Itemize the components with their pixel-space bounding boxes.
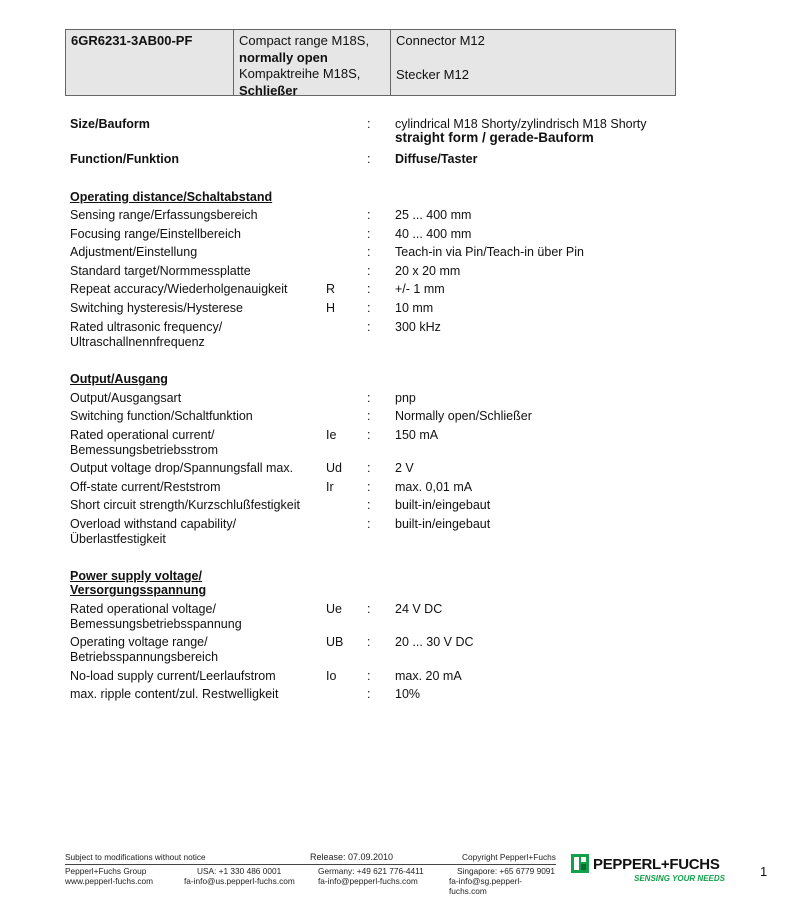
- spec-colon: :: [367, 409, 371, 423]
- spec-symbol: Ie: [326, 428, 337, 442]
- footer-group: Pepperl+Fuchs Group: [65, 866, 147, 876]
- spec-symbol: Ue: [326, 602, 342, 616]
- spec-value: 24 V DC: [395, 602, 443, 616]
- spec-colon: :: [367, 245, 371, 259]
- spec-colon: :: [367, 687, 371, 701]
- spec-label: Rated operational voltage/: [70, 602, 216, 616]
- spec-label: Standard target/Normmessplatte: [70, 264, 251, 278]
- spec-value: built-in/eingebaut: [395, 498, 491, 512]
- spec-label-line2: Überlastfestigkeit: [70, 532, 166, 546]
- spec-label: Adjustment/Einstellung: [70, 245, 198, 259]
- spec-colon: :: [367, 669, 371, 683]
- part-number: 6GR6231-3AB00-PF: [71, 33, 193, 48]
- product-description: [233, 30, 390, 98]
- footer-de-phone: Germany: +49 621 776-4411: [318, 866, 424, 876]
- footer-divider: [65, 864, 556, 865]
- spec-value: pnp: [395, 391, 416, 405]
- spec-value: max. 20 mA: [395, 669, 462, 683]
- spec-colon: :: [367, 320, 371, 334]
- spec-colon: :: [367, 282, 371, 296]
- spec-colon: :: [367, 517, 371, 531]
- desc-line-1: Compact range M18S,: [239, 33, 370, 48]
- desc-line-2: normally open: [239, 49, 328, 65]
- spec-label: Size/Bauform: [70, 117, 150, 131]
- spec-label-line2: Ultraschallnennfrequenz: [70, 335, 205, 349]
- desc-line-4: Schließer: [239, 82, 298, 98]
- spec-symbol: H: [326, 301, 336, 315]
- spec-label: Focusing range/Einstellbereich: [70, 227, 241, 241]
- spec-value: Normally open/Schließer: [395, 409, 532, 423]
- spec-label-line2: Bemessungsbetriebsstrom: [70, 443, 218, 457]
- spec-symbol: R: [326, 282, 336, 296]
- spec-label: Repeat accuracy/Wiederholgenauigkeit: [70, 282, 288, 296]
- footer-sg-phone: Singapore: +65 6779 9091: [457, 866, 556, 876]
- page-number: 1: [760, 864, 768, 879]
- spec-value: +/- 1 mm: [395, 282, 445, 296]
- spec-label: Operating voltage range/: [70, 635, 208, 649]
- footer-copyright: Copyright Pepperl+Fuchs: [462, 852, 556, 862]
- spec-value: built-in/eingebaut: [395, 517, 491, 531]
- spec-colon: :: [367, 498, 371, 512]
- spec-value: cylindrical M18 Shorty/zylindrisch M18 Shorty: [395, 117, 647, 131]
- header-table: [65, 29, 676, 96]
- spec-colon: :: [367, 152, 371, 166]
- spec-label: Sensing range/Erfassungsbereich: [70, 208, 258, 222]
- footer-release: Release: 07.09.2010: [310, 852, 394, 862]
- spec-value: 20 ... 30 V DC: [395, 635, 474, 649]
- spec-colon: :: [367, 428, 371, 442]
- spec-value: Diffuse/Taster: [395, 152, 478, 166]
- section-heading-operating: Operating distance/Schaltabstand: [70, 190, 273, 204]
- spec-label: Off-state current/Reststrom: [70, 480, 221, 494]
- spec-value: max. 0,01 mA: [395, 480, 473, 494]
- spec-label-line2: Bemessungsbetriebsspannung: [70, 617, 242, 631]
- spec-symbol: UB: [326, 635, 344, 649]
- footer-sg-mail: fa-info@sg.pepperl-fuchs.com: [449, 876, 522, 896]
- section-heading-output: Output/Ausgang: [70, 372, 168, 386]
- footer-de-mail: fa-info@pepperl-fuchs.com: [318, 876, 418, 886]
- connector-line-2: Stecker M12: [396, 66, 469, 82]
- spec-symbol: Ir: [326, 480, 334, 494]
- spec-label: max. ripple content/zul. Restwelligkeit: [70, 687, 279, 701]
- spec-label: Output voltage drop/Spannungsfall max.: [70, 461, 294, 475]
- logo-tagline: SENSING YOUR NEEDS: [634, 874, 725, 883]
- desc-line-3: Kompaktreihe M18S,: [239, 66, 361, 81]
- spec-value: straight form / gerade-Bauform: [395, 130, 594, 145]
- section-heading-power-2: Versorgungsspannung: [70, 583, 207, 597]
- spec-label: Function/Funktion: [70, 152, 180, 166]
- spec-value: 2 V: [395, 461, 414, 475]
- spec-symbol: Io: [326, 669, 337, 683]
- spec-colon: :: [367, 208, 371, 222]
- spec-value: 10%: [395, 687, 421, 701]
- spec-label-line2: Betriebsspannungsbereich: [70, 650, 219, 664]
- footer-web: www.pepperl-fuchs.com: [65, 876, 154, 886]
- spec-label: Short circuit strength/Kurzschlußfestigkeit: [70, 498, 300, 512]
- spec-colon: :: [367, 301, 371, 315]
- spec-colon: :: [367, 461, 371, 475]
- spec-label: No-load supply current/Leerlaufstrom: [70, 669, 276, 683]
- spec-label: Overload withstand capability/: [70, 517, 237, 531]
- spec-colon: :: [367, 117, 371, 131]
- spec-label: Switching hysteresis/Hysterese: [70, 301, 243, 315]
- spec-value: 25 ... 400 mm: [395, 208, 472, 222]
- spec-colon: :: [367, 602, 371, 616]
- spec-symbol: Ud: [326, 461, 342, 475]
- section-heading-power-1: Power supply voltage/: [70, 569, 202, 583]
- spec-value: 150 mA: [395, 428, 439, 442]
- spec-label: Rated ultrasonic frequency/: [70, 320, 223, 334]
- logo-name: PEPPERL+FUCHS: [593, 856, 720, 873]
- company-logo: [571, 854, 741, 886]
- spec-label: Output/Ausgangsart: [70, 391, 182, 405]
- spec-value: Teach-in via Pin/Teach-in über Pin: [395, 245, 584, 259]
- pepperl-fuchs-logo-icon: [571, 854, 589, 873]
- spec-label: Switching function/Schaltfunktion: [70, 409, 253, 423]
- spec-colon: :: [367, 227, 371, 241]
- spec-colon: :: [367, 391, 371, 405]
- spec-value: 10 mm: [395, 301, 434, 315]
- spec-value: 40 ... 400 mm: [395, 227, 472, 241]
- footer-usa-mail: fa-info@us.pepperl-fuchs.com: [184, 876, 295, 886]
- spec-value: 300 kHz: [395, 320, 441, 334]
- spec-colon: :: [367, 635, 371, 649]
- connector-description: [390, 30, 675, 95]
- footer-subject: Subject to modifications without notice: [65, 852, 206, 862]
- footer-usa-phone: USA: +1 330 486 0001: [197, 866, 282, 876]
- spec-value: 20 x 20 mm: [395, 264, 461, 278]
- connector-line-1: Connector M12: [396, 33, 485, 48]
- spec-colon: :: [367, 480, 371, 494]
- spec-colon: :: [367, 264, 371, 278]
- spec-label: Rated operational current/: [70, 428, 215, 442]
